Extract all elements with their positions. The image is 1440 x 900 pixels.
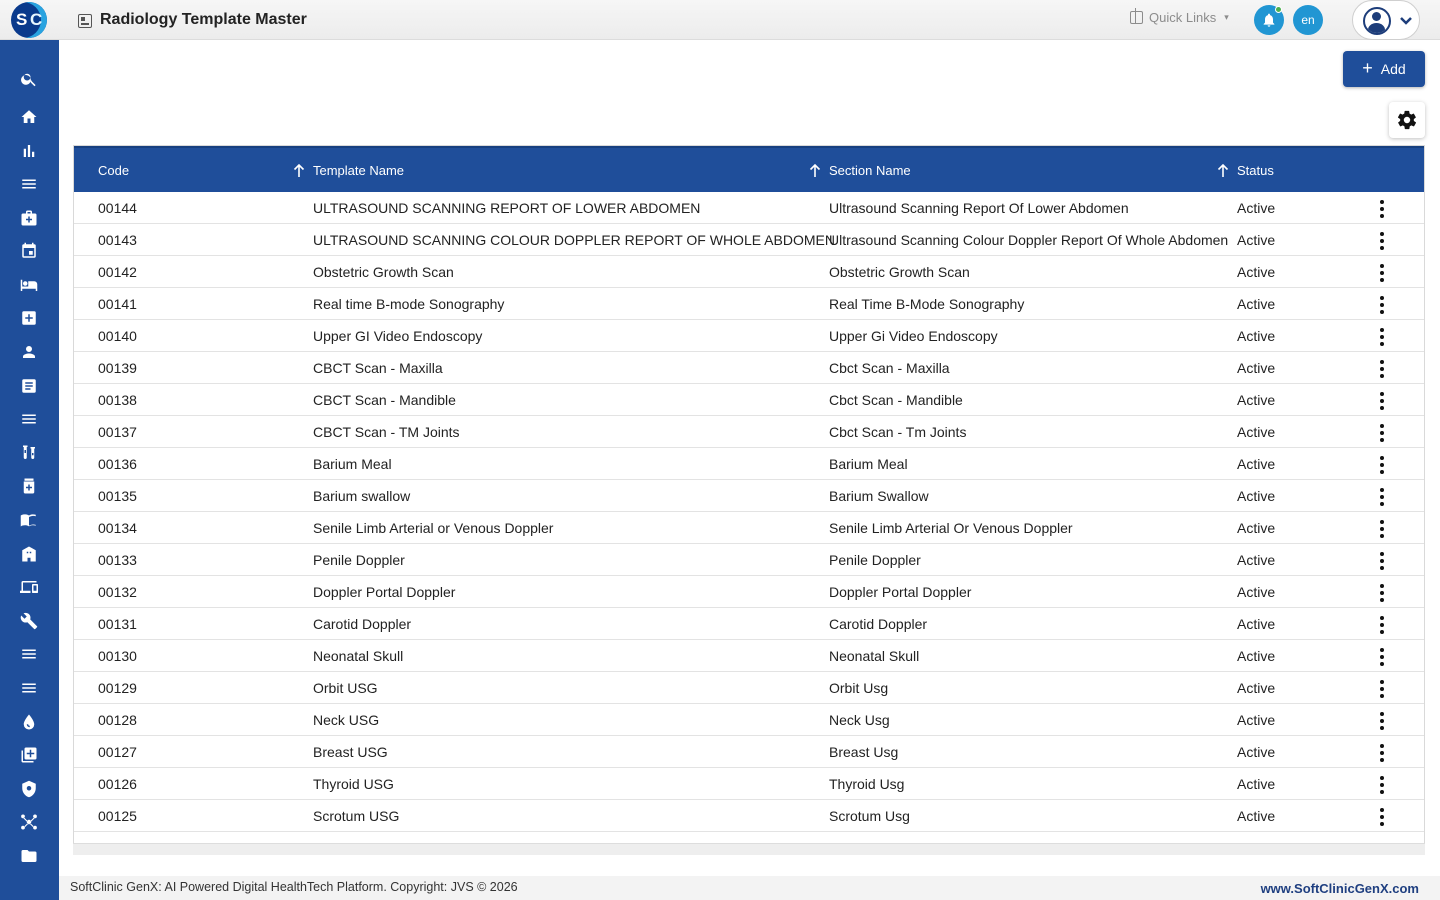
profile-menu[interactable] <box>1352 0 1420 40</box>
cell-code: 00132 <box>98 584 137 600</box>
cell-code: 00134 <box>98 520 137 536</box>
cell-status: Active <box>1237 296 1276 312</box>
row-actions-kebab-icon[interactable] <box>1380 776 1384 794</box>
cell-template-name: Neck USG <box>313 712 380 728</box>
cell-section-name: Breast Usg <box>829 744 899 760</box>
table-row[interactable] <box>74 480 1424 512</box>
table-header <box>74 146 1424 192</box>
chevron-down-icon <box>1399 12 1413 30</box>
cell-code: 00139 <box>98 360 137 376</box>
cell-template-name: Scrotum USG <box>313 808 400 824</box>
cell-template-name: Breast USG <box>313 744 388 760</box>
cell-status: Active <box>1237 456 1276 472</box>
table-row[interactable] <box>74 192 1424 224</box>
cell-section-name: Cbct Scan - Mandible <box>829 392 963 408</box>
cell-code: 00128 <box>98 712 137 728</box>
sidebar-home-icon[interactable] <box>18 106 40 128</box>
cell-status: Active <box>1237 520 1276 536</box>
sidebar-shield-icon[interactable] <box>18 778 40 800</box>
table-settings-button[interactable] <box>1389 102 1425 138</box>
row-actions-kebab-icon[interactable] <box>1380 712 1384 730</box>
sidebar-hub-icon[interactable] <box>18 811 40 833</box>
cell-code: 00125 <box>98 808 137 824</box>
row-actions-kebab-icon[interactable] <box>1380 744 1384 762</box>
cell-status: Active <box>1237 680 1276 696</box>
cell-section-name: Ultrasound Scanning Colour Doppler Report Of Whole Abdomen <box>829 232 1229 248</box>
caret-down-icon: ▾ <box>1224 12 1229 22</box>
sidebar-drop-icon[interactable] <box>18 711 40 733</box>
top-bar <box>0 0 1440 40</box>
sidebar-calendar-icon[interactable] <box>18 240 40 262</box>
cell-code: 00130 <box>98 648 137 664</box>
cell-code: 00144 <box>98 200 137 216</box>
gift-icon <box>1130 11 1143 24</box>
table-row[interactable] <box>74 672 1424 704</box>
cell-code: 00143 <box>98 232 137 248</box>
page-template-icon <box>78 14 92 28</box>
cell-section-name: Barium Meal <box>829 456 908 472</box>
cell-status: Active <box>1237 232 1276 248</box>
row-actions-kebab-icon[interactable] <box>1380 488 1384 506</box>
row-actions-kebab-icon[interactable] <box>1380 552 1384 570</box>
row-actions-kebab-icon[interactable] <box>1380 456 1384 474</box>
row-actions-kebab-icon[interactable] <box>1380 648 1384 666</box>
sidebar-lab-vials-icon[interactable] <box>18 442 40 464</box>
row-actions-kebab-icon[interactable] <box>1380 520 1384 538</box>
sidebar-building-icon[interactable] <box>18 543 40 565</box>
cell-status: Active <box>1237 264 1276 280</box>
cell-code: 00142 <box>98 264 137 280</box>
cell-template-name: Neonatal Skull <box>313 648 404 664</box>
footer-copyright: SoftClinic GenX: AI Powered Digital HealthTech Platform. Copyright: JVS © 2026 <box>70 880 518 894</box>
add-button[interactable] <box>1343 51 1425 87</box>
cell-template-name: Real time B-mode Sonography <box>313 296 505 312</box>
row-actions-kebab-icon[interactable] <box>1380 680 1384 698</box>
sidebar-medicine-bottle-icon[interactable] <box>18 475 40 497</box>
cell-template-name: ULTRASOUND SCANNING REPORT OF LOWER ABDOMEN <box>313 200 701 216</box>
add-button-label: Add <box>1380 61 1406 77</box>
row-actions-kebab-icon[interactable] <box>1380 584 1384 602</box>
sidebar-person-icon[interactable] <box>18 341 40 363</box>
cell-status: Active <box>1237 648 1276 664</box>
cell-status: Active <box>1237 488 1276 504</box>
table-row[interactable] <box>74 416 1424 448</box>
cell-code: 00131 <box>98 616 137 632</box>
cell-code: 00140 <box>98 328 137 344</box>
table-row[interactable] <box>74 704 1424 736</box>
table-row[interactable] <box>74 256 1424 288</box>
cell-code: 00137 <box>98 424 137 440</box>
page-title: Radiology Template Master <box>100 11 307 28</box>
table-row[interactable] <box>74 352 1424 384</box>
cell-section-name: Senile Limb Arterial Or Venous Doppler <box>829 520 1073 536</box>
cell-template-name: CBCT Scan - Mandible <box>313 392 456 408</box>
cell-section-name: Carotid Doppler <box>829 616 928 632</box>
row-actions-kebab-icon[interactable] <box>1380 328 1384 346</box>
column-header-section-name[interactable]: Section Name <box>829 163 911 178</box>
cell-template-name: CBCT Scan - Maxilla <box>313 360 443 376</box>
column-header-template-name[interactable]: Template Name <box>313 163 405 178</box>
cell-status: Active <box>1237 200 1276 216</box>
table-row[interactable] <box>74 224 1424 256</box>
row-actions-kebab-icon[interactable] <box>1380 264 1384 282</box>
notifications-button[interactable] <box>1254 5 1284 35</box>
row-actions-kebab-icon[interactable] <box>1380 808 1384 826</box>
footer-website-link[interactable]: www.SoftClinicGenX.com <box>1260 881 1419 896</box>
cell-code: 00127 <box>98 744 137 760</box>
column-header-status[interactable]: Status <box>1237 163 1274 178</box>
table-row[interactable] <box>74 800 1424 832</box>
cell-section-name: Scrotum Usg <box>829 808 910 824</box>
cell-template-name: Obstetric Growth Scan <box>313 264 454 280</box>
table-row[interactable] <box>74 544 1424 576</box>
cell-section-name: Orbit Usg <box>829 680 889 696</box>
cell-status: Active <box>1237 424 1276 440</box>
app-logo[interactable] <box>11 2 47 38</box>
table-row[interactable] <box>74 576 1424 608</box>
cell-template-name: Carotid Doppler <box>313 616 412 632</box>
footer <box>59 876 1440 900</box>
table-row[interactable] <box>74 320 1424 352</box>
table-row[interactable] <box>74 384 1424 416</box>
cell-template-name: Barium swallow <box>313 488 411 504</box>
cell-template-name: Penile Doppler <box>313 552 405 568</box>
cell-template-name: Thyroid USG <box>313 776 394 792</box>
cell-section-name: Neonatal Skull <box>829 648 920 664</box>
row-actions-kebab-icon[interactable] <box>1380 296 1384 314</box>
cell-code: 00133 <box>98 552 137 568</box>
bell-icon <box>1261 12 1277 28</box>
sidebar-menu-icon[interactable] <box>18 173 40 195</box>
cell-status: Active <box>1237 360 1276 376</box>
sidebar-folder-icon[interactable] <box>18 845 40 867</box>
row-actions-kebab-icon[interactable] <box>1380 200 1384 218</box>
row-actions-kebab-icon[interactable] <box>1380 360 1384 378</box>
cell-template-name: Doppler Portal Doppler <box>313 584 456 600</box>
cell-status: Active <box>1237 584 1276 600</box>
quick-links-dropdown[interactable] <box>1130 10 1229 25</box>
table-row[interactable] <box>74 288 1424 320</box>
cell-section-name: Cbct Scan - Maxilla <box>829 360 950 376</box>
sidebar-devices-icon[interactable] <box>18 576 40 598</box>
row-actions-kebab-icon[interactable] <box>1380 392 1384 410</box>
sort-arrow-icon[interactable] <box>1217 164 1229 178</box>
cell-code: 00138 <box>98 392 137 408</box>
cell-template-name: Orbit USG <box>313 680 378 696</box>
row-actions-kebab-icon[interactable] <box>1380 232 1384 250</box>
cell-status: Active <box>1237 744 1276 760</box>
table-row[interactable] <box>74 768 1424 800</box>
sidebar-document-list-icon[interactable] <box>18 375 40 397</box>
cell-template-name: Barium Meal <box>313 456 392 472</box>
cell-code: 00141 <box>98 296 137 312</box>
table-row[interactable] <box>74 512 1424 544</box>
cell-status: Active <box>1237 328 1276 344</box>
table-row[interactable] <box>74 736 1424 768</box>
cell-section-name: Obstetric Growth Scan <box>829 264 970 280</box>
cell-section-name: Ultrasound Scanning Report Of Lower Abdomen <box>829 200 1129 216</box>
plus-icon: + <box>1362 58 1373 78</box>
row-actions-kebab-icon[interactable] <box>1380 616 1384 634</box>
cell-status: Active <box>1237 616 1276 632</box>
table-row[interactable] <box>74 448 1424 480</box>
column-header-code[interactable]: Code <box>98 163 130 178</box>
sidebar-bar-chart-icon[interactable] <box>18 140 40 162</box>
cell-section-name: Thyroid Usg <box>829 776 905 792</box>
sidebar-wrench-icon[interactable] <box>18 610 40 632</box>
sidebar-medical-bag-icon[interactable] <box>18 207 40 229</box>
sidebar-menu-icon-4[interactable] <box>18 677 40 699</box>
horizontal-scrollbar[interactable] <box>73 843 1425 855</box>
sidebar-add-copy-icon[interactable] <box>18 744 40 766</box>
sidebar-menu-icon-3[interactable] <box>18 643 40 665</box>
cell-status: Active <box>1237 808 1276 824</box>
cell-section-name: Cbct Scan - Tm Joints <box>829 424 967 440</box>
cell-section-name: Barium Swallow <box>829 488 929 504</box>
logo-letter-c: C <box>30 10 43 29</box>
cell-template-name: CBCT Scan - TM Joints <box>313 424 460 440</box>
language-button[interactable]: en <box>1293 5 1323 35</box>
cell-template-name: Upper GI Video Endoscopy <box>313 328 483 344</box>
cell-code: 00135 <box>98 488 137 504</box>
sort-arrow-icon[interactable] <box>293 164 305 178</box>
avatar <box>1363 7 1391 35</box>
cell-template-name: Senile Limb Arterial or Venous Doppler <box>313 520 554 536</box>
online-status-dot <box>1275 6 1282 13</box>
table-row[interactable] <box>74 640 1424 672</box>
sidebar-medical-plus-icon[interactable] <box>18 307 40 329</box>
cell-section-name: Upper Gi Video Endoscopy <box>829 328 998 344</box>
cell-section-name: Doppler Portal Doppler <box>829 584 972 600</box>
cell-section-name: Neck Usg <box>829 712 890 728</box>
templates-table <box>73 145 1425 844</box>
sidebar-book-open-icon[interactable] <box>18 509 40 531</box>
cell-status: Active <box>1237 392 1276 408</box>
cell-code: 00129 <box>98 680 137 696</box>
sidebar-bed-icon[interactable] <box>18 274 40 296</box>
sidebar-search-icon[interactable] <box>18 68 40 90</box>
cell-section-name: Penile Doppler <box>829 552 921 568</box>
cell-code: 00126 <box>98 776 137 792</box>
cell-status: Active <box>1237 712 1276 728</box>
gear-icon <box>1396 109 1418 131</box>
quick-links-label: Quick Links <box>1149 10 1217 25</box>
cell-status: Active <box>1237 776 1276 792</box>
sort-arrow-icon[interactable] <box>809 164 821 178</box>
cell-template-name: ULTRASOUND SCANNING COLOUR DOPPLER REPORT OF WHOLE ABDOMEN <box>313 232 835 248</box>
logo-letter-s: S <box>16 10 28 29</box>
cell-section-name: Real Time B-Mode Sonography <box>829 296 1025 312</box>
cell-code: 00136 <box>98 456 137 472</box>
row-actions-kebab-icon[interactable] <box>1380 424 1384 442</box>
sidebar-menu-icon-2[interactable] <box>18 408 40 430</box>
table-row[interactable] <box>74 608 1424 640</box>
cell-status: Active <box>1237 552 1276 568</box>
sidebar <box>0 40 59 900</box>
